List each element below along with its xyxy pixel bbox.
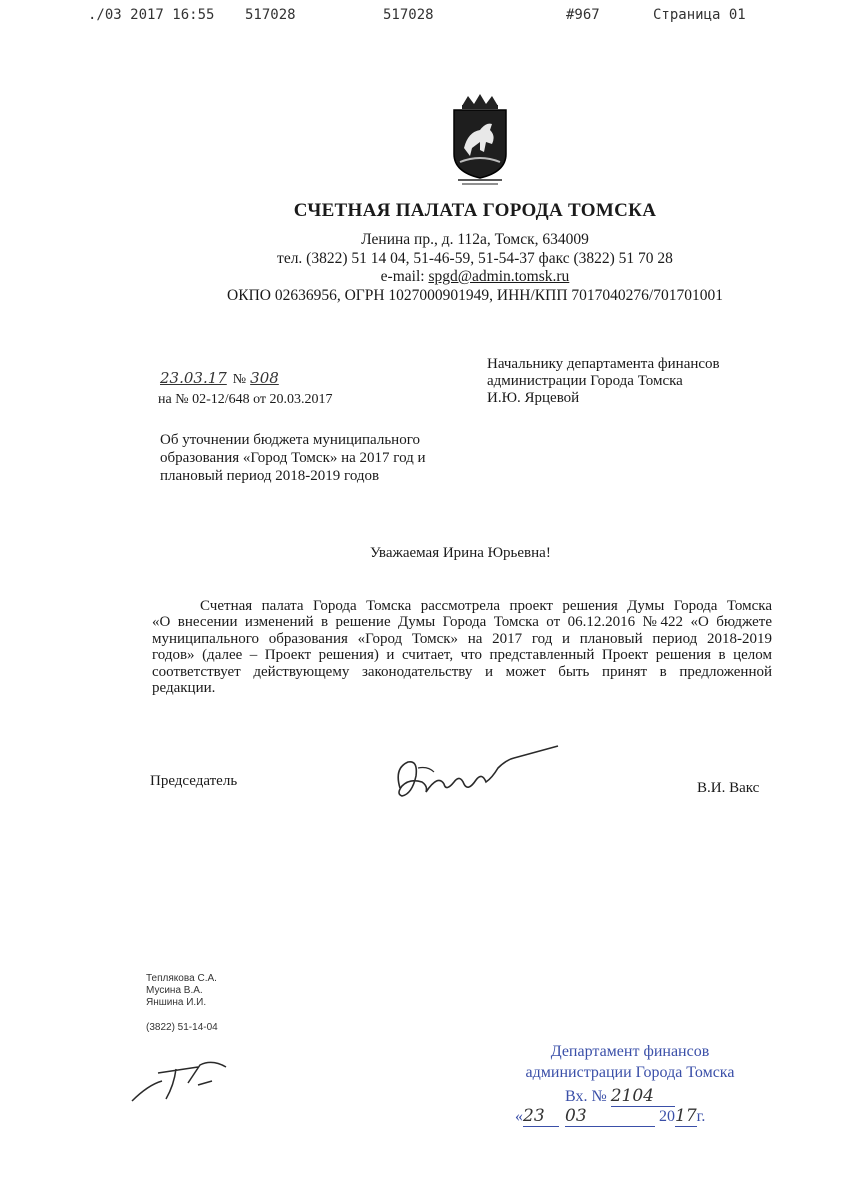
fax-page: Страница 01 [653, 7, 746, 23]
initials-signature [128, 1055, 238, 1105]
stamp-vx-number: 2104 [611, 1086, 675, 1107]
greeting: Уважаемая Ирина Юрьевна! [370, 545, 551, 561]
org-email-label: e-mail: [380, 268, 425, 285]
signature-position: Председатель [150, 773, 238, 789]
org-email-link[interactable]: spgd@admin.tomsk.ru [428, 268, 570, 285]
org-email-line [240, 268, 710, 286]
body-line-1: Счетная палата Города Томска рассмотрела проект решения Думы Города Томска [200, 598, 772, 614]
subject-line-1: Об уточнении бюджета муниципального [160, 432, 420, 448]
body-line-3: муниципального образования «Город Томск» на 2017 год и плановый период 2018-2019 [152, 630, 772, 647]
stamp-line-1: Департамент финансов [550, 1043, 710, 1060]
fax-datetime: ./03 2017 16:55 [88, 7, 215, 23]
stamp-date-g: г. [696, 1108, 706, 1125]
executor-3: Яншина И.И. [146, 997, 207, 1008]
body-line-6: редакции. [152, 680, 216, 697]
executor-phone: (3822) 51-14-04 [146, 1022, 218, 1033]
fax-number-duplicate: 517028 [383, 7, 434, 23]
stamp-date-open: « [515, 1108, 523, 1125]
stamp-date-line [515, 1106, 705, 1127]
addressee-line-1: Начальнику департамента финансов [487, 356, 720, 372]
signature-name: В.И. Вакс [697, 780, 760, 796]
fax-number: 517028 [245, 7, 296, 23]
outgoing-no-label: № [232, 372, 247, 387]
body-line-4: годов» (далее – Проект решения) и считает, что представленный Проект решения в целом [152, 647, 772, 664]
stamp-vx-line [565, 1086, 675, 1107]
stamp-line-2: администрации Города Томска [525, 1064, 735, 1081]
outgoing-date: 23.03.17 [160, 369, 227, 387]
outgoing-date-line [160, 369, 290, 389]
stamp-date-day: 23 [523, 1106, 559, 1127]
coat-of-arms-icon [440, 92, 520, 188]
handwritten-signature [388, 738, 563, 808]
executor-1: Тепляковa С.А. [146, 973, 217, 984]
stamp-date-month: 03 [565, 1106, 655, 1127]
stamp-date-year-suffix: 17 [675, 1106, 697, 1126]
stamp-vx-label: Вх. № [565, 1088, 607, 1105]
subject-line-2: образования «Город Томск» на 2017 год и [160, 450, 426, 466]
org-phones: тел. (3822) 51 14 04, 51-46-59, 51-54-37 факс (3822) 51 70 28 [277, 250, 673, 267]
addressee-line-2: администрации Города Томска [487, 373, 683, 389]
body-line-2: «О внесении изменений в решение Думы Города Томска от 06.12.2016 №422 «О бюджете [152, 614, 772, 631]
executor-2: Мусина В.А. [146, 985, 203, 996]
body-paragraph [152, 598, 772, 696]
org-title: СЧЕТНАЯ ПАЛАТА ГОРОДА ТОМСКА [293, 200, 657, 221]
outgoing-number: 308 [250, 369, 279, 387]
subject-line-3: плановый период 2018-2019 годов [160, 468, 380, 484]
org-codes: ОКПО 02636956, ОГРН 1027000901949, ИНН/КПП 7017040276/701701001 [227, 287, 723, 304]
body-line-5: соответствует действующему законодательству и может быть принят в предложенной [152, 663, 772, 680]
addressee-line-3: И.Ю. Ярцевой [487, 390, 580, 406]
outgoing-reply-to: на № 02-12/648 от 20.03.2017 [158, 392, 333, 407]
fax-id: #967 [566, 7, 600, 23]
stamp-date-year-prefix: 20 [659, 1108, 675, 1125]
org-address: Ленина пр., д. 112а, Томск, 634009 [361, 231, 589, 248]
